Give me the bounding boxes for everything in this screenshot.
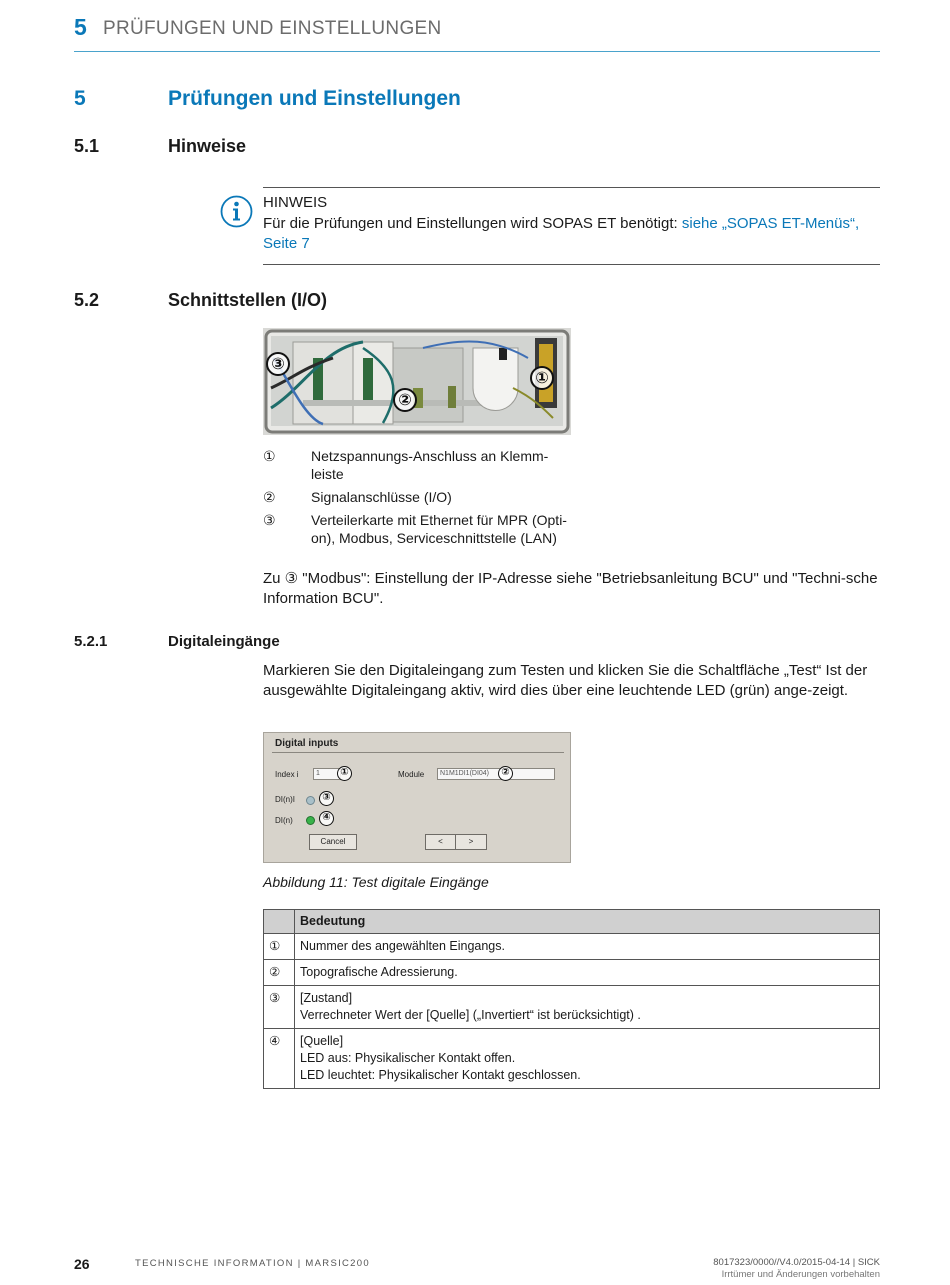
section-number: 5: [74, 87, 86, 110]
module-input[interactable]: N1M1DI1(DI04): [437, 768, 555, 780]
legend-number: ②: [263, 489, 276, 505]
legend-number: ①: [263, 448, 276, 464]
table-row: [264, 960, 880, 986]
digital-inputs-paragraph: Markieren Sie den Digitaleingang zum Testen und klicken Sie die Schaltfläche „Test“ Ist der ausgewählte Digitaleingang aktiv, wird dies über eine leuchtende LED (grün) ange-zeigt.: [263, 662, 868, 699]
dialog-callout-2: ②: [498, 766, 513, 781]
table-cell-num: ②: [264, 960, 295, 986]
sopas-menu-link[interactable]: siehe „SOPAS ET-Menüs“, Seite 7: [263, 215, 860, 252]
photo-callout-3: ③: [266, 352, 290, 376]
modbus-paragraph: Zu ③ "Modbus": Einstellung der IP-Adresse siehe "Betriebsanleitung BCU" und "Techni-sche Information BCU".: [263, 570, 878, 607]
table-line: Verrechneter Wert der [Quelle] („Invertiert“ ist berücksichtigt) .: [300, 1008, 641, 1022]
footer-document-reference: 8017323/0000//V4.0/2015-04-14 | SICK: [713, 1257, 880, 1268]
notice-text: [263, 214, 880, 254]
subsection-5-2-title: Schnittstellen (I/O): [168, 290, 328, 310]
subsection-5-2-1-title: Digitaleingänge: [168, 633, 280, 650]
table-line: [Quelle]: [300, 1034, 344, 1048]
previous-button[interactable]: <: [425, 834, 456, 850]
footer-document-title: TECHNISCHE INFORMATION | MARSIC200: [135, 1258, 370, 1269]
table-cell-num: ④: [264, 1029, 295, 1089]
subsection-5-1-number: 5.1: [74, 136, 100, 156]
index-input[interactable]: 1: [313, 768, 341, 780]
section-title: Prüfungen und Einstellungen: [168, 87, 461, 110]
dialog-title: Digital inputs: [275, 738, 339, 749]
dialog-callout-1: ①: [337, 766, 352, 781]
table-row: [264, 1029, 880, 1089]
table-cell-meaning: [295, 934, 880, 960]
digital-inputs-dialog: [263, 732, 571, 863]
index-label: Index i: [275, 770, 299, 779]
table-line: [Zustand]: [300, 991, 353, 1005]
enclosure-photo: [263, 328, 571, 435]
di-label: DI(n): [275, 816, 293, 825]
legend-text: Signalanschlüsse (I/O): [311, 489, 452, 505]
dialog-callout-4: ④: [319, 811, 334, 826]
notice-label: HINWEIS: [263, 194, 328, 211]
legend-number: ③: [263, 512, 276, 528]
cancel-button[interactable]: Cancel: [309, 834, 357, 850]
dialog-callout-3: ③: [319, 791, 334, 806]
di-inverted-led: [306, 796, 315, 805]
legend-text: Verteilerkarte mit Ethernet für MPR (Opti-on), Modbus, Serviceschnittstelle (LAN): [311, 512, 567, 546]
table-cell-meaning: [295, 986, 880, 1029]
table-line: LED leuchtet: Physikalischer Kontakt geschlossen.: [300, 1068, 581, 1082]
table-cell-num: ③: [264, 986, 295, 1029]
subsection-5-1-title: Hinweise: [168, 136, 247, 156]
module-label: Module: [398, 770, 425, 779]
table-row: [264, 934, 880, 960]
di-inverted-label: DI(n)I: [275, 795, 295, 804]
notice-body: Für die Prüfungen und Einstellungen wird SOPAS ET benötigt:: [263, 215, 682, 232]
footer-disclaimer: Irrtümer und Änderungen vorbehalten: [721, 1269, 880, 1280]
next-button[interactable]: >: [455, 834, 487, 850]
header-chapter-title: PRÜFUNGEN UND EINSTELLUNGEN: [103, 18, 442, 39]
table-header-row: [264, 910, 880, 934]
table-line: LED aus: Physikalischer Kontakt offen.: [300, 1051, 516, 1065]
table-header-num: [264, 910, 295, 934]
dialog-divider: [272, 752, 564, 753]
page-number: 26: [74, 1256, 90, 1272]
legend-text: Netzspannungs-Anschluss an Klemm-leiste: [311, 448, 549, 482]
table-line: Topografische Adressierung.: [300, 965, 458, 979]
table-cell-meaning: [295, 960, 880, 986]
table-cell-meaning: [295, 1029, 880, 1089]
notice-top-rule: [263, 187, 880, 188]
photo-callout-2: ②: [393, 388, 417, 412]
notice-bottom-rule: [263, 264, 880, 265]
subsection-5-2-number: 5.2: [74, 290, 100, 310]
table-header-meaning: Bedeutung: [295, 910, 880, 934]
legend-item: [263, 447, 583, 483]
legend-item: [263, 488, 583, 506]
header-chapter-number: 5: [74, 14, 87, 40]
di-led: [306, 816, 315, 825]
legend-item: [263, 511, 583, 547]
table-row: [264, 986, 880, 1029]
figure-caption: Abbildung 11: Test digitale Eingänge: [263, 874, 489, 890]
info-icon: [220, 195, 253, 228]
header-divider: [74, 51, 880, 52]
photo-callout-1: ①: [530, 366, 554, 390]
subsection-5-2-1-number: 5.2.1: [74, 633, 108, 650]
meaning-table: [263, 909, 880, 1089]
table-cell-num: ①: [264, 934, 295, 960]
table-line: Nummer des angewählten Eingangs.: [300, 939, 505, 953]
